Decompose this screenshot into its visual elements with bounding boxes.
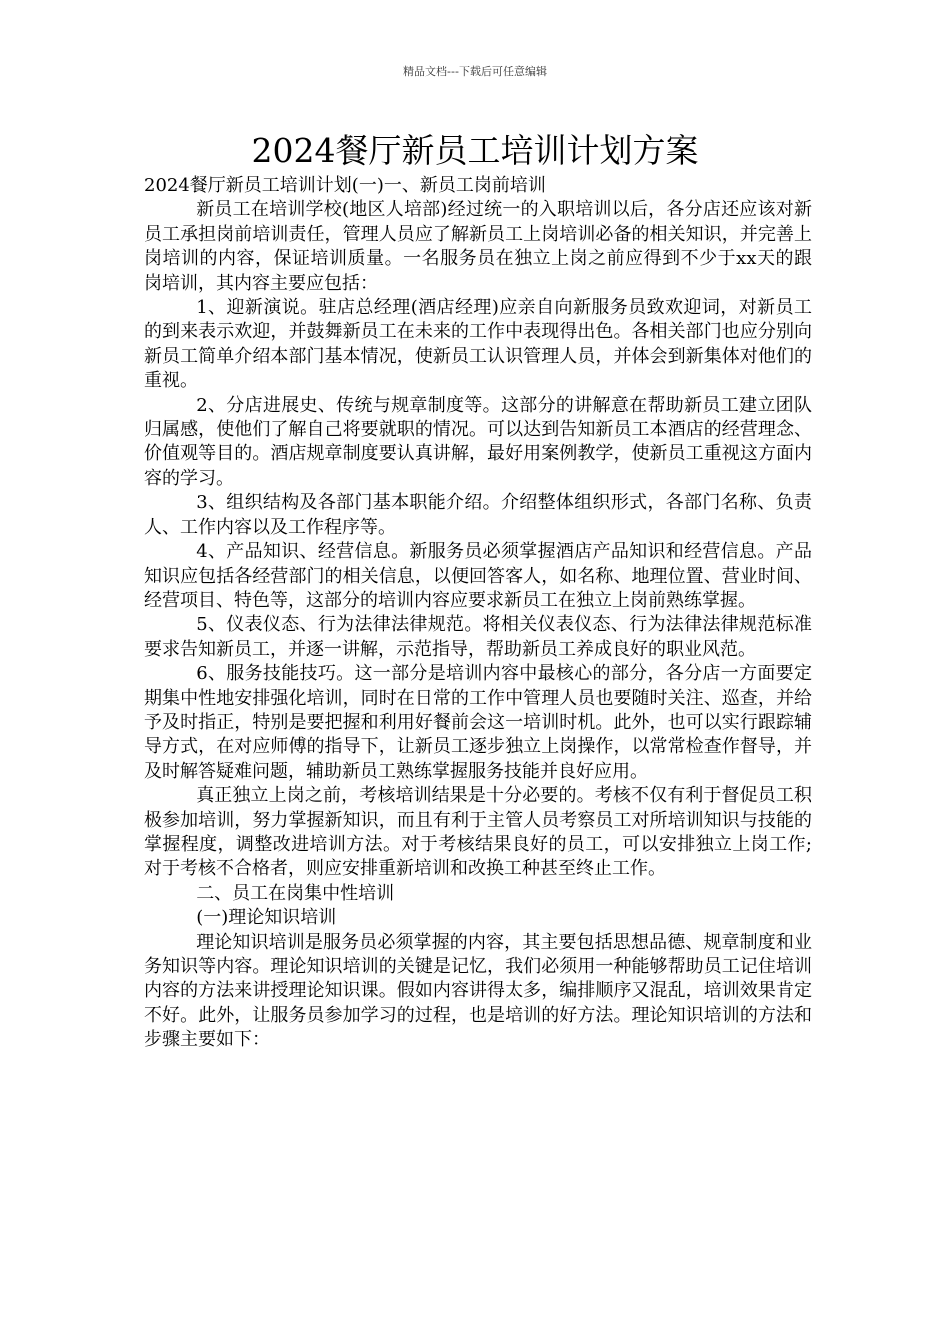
document-title: 2024餐厅新员工培训计划方案 — [251, 131, 699, 170]
paragraph-item-2: 2、分店进展史、传统与规章制度等。这部分的讲解意在帮助新员工建立团队归属感，使他们了解自己将要就职的情况。可以达到告知新员工本酒店的经营理念、价值观等目的。酒店规章制度要认真讲解，最好用案例教学，使新员工重视这方面内容的学习。 — [144, 394, 812, 489]
document-body — [144, 174, 812, 1053]
page-header: 精品文档---下载后可任意编辑 — [403, 65, 547, 78]
section-heading: 二、员工在岗集中性培训 — [196, 882, 395, 904]
paragraph-item-5: 5、仪表仪态、行为法律法律规范。将相关仪表仪态、行为法律法律规范标准要求告知新员工，并逐一讲解，示范指导，帮助新员工养成良好的职业风范。 — [144, 614, 812, 660]
paragraph: 真正独立上岗之前，考核培训结果是十分必要的。考核不仅有利于督促员工积极参加培训，努力掌握新知识，而且有利于主管人员考察员工对所培训知识与技能的掌握程度，调整改进培训方法。对于考核结果良好的员工，可以安排独立上岗工作;对于考核不合格者，则应安排重新培训和改换工种甚至终止工作。 — [144, 785, 812, 880]
subsection-heading: (一)理论知识培训 — [196, 907, 337, 929]
paragraph-item-3: 3、组织结构及各部门基本职能介绍。介绍整体组织形式，各部门名称、负责人、工作内容以及工作程序等。 — [144, 492, 812, 538]
paragraph-item-4: 4、产品知识、经营信息。新服务员必须掌握酒店产品知识和经营信息。产品知识应包括各经营部门的相关信息，以便回答客人，如名称、地理位置、营业时间、经营项目、特色等，这部分的培训内容应要求新员工在独立上岗前熟练掌握。 — [144, 541, 812, 611]
paragraph-item-1: 1、迎新演说。驻店总经理(酒店经理)应亲自向新服务员致欢迎词，对新员工的到来表示欢迎，并鼓舞新员工在未来的工作中表现得出色。各相关部门也应分别向新员工简单介绍本部门基本情况，使新员工认识管理人员，并体会到新集体对他们的重视。 — [144, 297, 812, 392]
paragraph-item-6: 6、服务技能技巧。这一部分是培训内容中最核心的部分，各分店一方面要定期集中性地安排强化培训，同时在日常的工作中管理人员也要随时关注、巡查，并给予及时指正，特别是要把握和利用好餐前会这一培训时机。此外，也可以实行跟踪辅导方式，在对应师傅的指导下，让新员工逐步独立上岗操作，以常常检查作督导，并及时解答疑难问题，辅助新员工熟练掌握服务技能并良好应用。 — [144, 663, 812, 782]
paragraph: 理论知识培训是服务员必须掌握的内容，其主要包括思想品德、规章制度和业务知识等内容。理论知识培训的关键是记忆，我们必须用一种能够帮助员工记住培训内容的方法来讲授理论知识课。假如内容讲得太多，编排顺序又混乱，培训效果肯定不好。此外，让服务员参加学习的过程，也是培训的好方法。理论知识培训的方法和步骤主要如下： — [144, 931, 812, 1051]
paragraph-intro: 2024餐厅新员工培训计划(一)一、新员工岗前培训 — [144, 175, 546, 196]
paragraph: 新员工在培训学校(地区人培部)经过统一的入职培训以后，各分店还应该对新员工承担岗前培训责任，管理人员应了解新员工上岗培训必备的相关知识，并完善上岗培训的内容，保证培训质量。一名服务员在独立上岗之前应得到不少于xx天的跟岗培训，其内容主要应包括： — [144, 199, 812, 294]
